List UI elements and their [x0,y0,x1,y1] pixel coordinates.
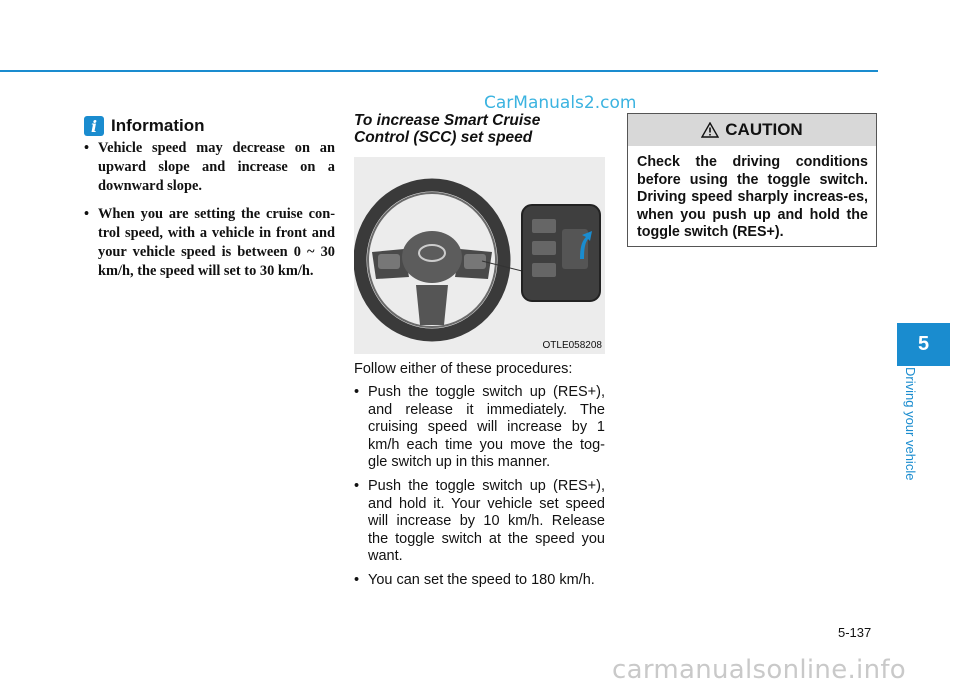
watermark-bottom: carmanualsonline.info [612,655,907,685]
chapter-tab-label [900,367,920,497]
page-number: 5-137 [838,625,872,640]
caution-title: CAUTION [725,120,803,139]
procedure-intro: Follow either of these procedures: [354,361,573,377]
section-heading-line: Control (SCC) set speed [354,129,533,146]
information-list [84,139,335,290]
warning-triangle-icon [701,122,719,138]
info-icon: i [84,116,104,136]
caution-box [627,113,877,247]
caution-header [628,114,876,146]
procedure-item: • You can set the speed to 180 km/h. [354,572,605,590]
information-header [84,116,205,136]
steering-wheel-illustration [354,157,605,354]
information-item: • When you are setting the cruise con-trol speed, with a vehicle in front and your vehicle speed is between 0 ~ 30 km/h, the speed will set to 30 km/h. [84,205,335,281]
information-item: • Vehicle speed may decrease on an upward slope and increase on a downward slope. [84,139,335,196]
information-title: Information [111,116,205,135]
section-heading-line: To increase Smart Cruise [354,112,541,129]
figure-code: OTLE058208 [542,340,602,351]
watermark-top: CarManuals2.com [484,93,637,113]
procedure-item: • Push the toggle switch up (RES+), and release it immediately. The cruising speed will increase by 1 km/h each time you move the tog-gle switch up in this manner. [354,384,605,472]
procedure-item: • Push the toggle switch up (RES+), and hold it. Your vehicle set speed will increase by 10 km/h. Release the toggle switch at the speed you want. [354,478,605,566]
caution-text: Check the driving conditions before using the toggle switch. Driving speed sharply increas-es, when you push up and hold the toggle switch (RES+). [637,154,868,240]
steering-wheel-drawing [354,157,605,354]
header-rule [0,70,878,72]
chapter-tab-text: Driving your vehicle [903,367,918,481]
section-heading [354,112,614,146]
procedure-list [354,378,605,590]
chapter-tab-number: 5 [897,323,950,366]
